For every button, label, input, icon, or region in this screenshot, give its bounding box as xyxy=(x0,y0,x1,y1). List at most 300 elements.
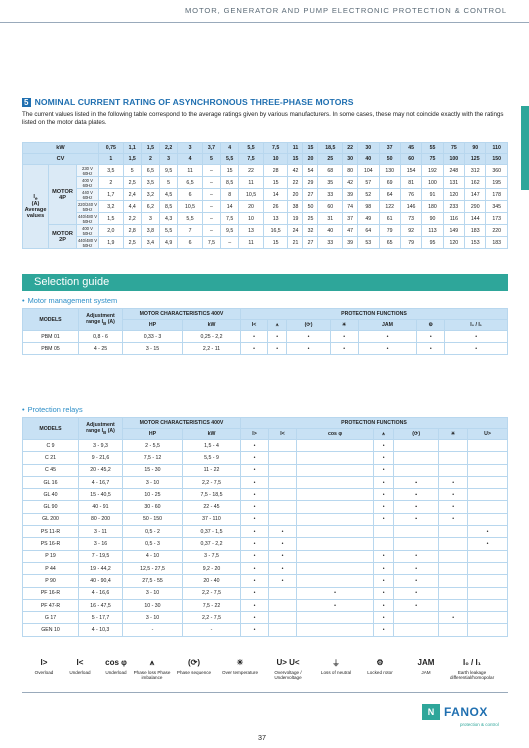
adjustment-range: range I xyxy=(86,318,104,325)
current-value: 33 xyxy=(318,189,343,201)
protection-mark xyxy=(468,501,508,513)
protection-mark xyxy=(269,501,297,513)
cv-value: 30 xyxy=(343,154,358,165)
protection-mark: • xyxy=(394,587,439,599)
table-row xyxy=(23,624,508,636)
protection-relays-table xyxy=(22,417,508,637)
current-value: 31 xyxy=(318,213,343,225)
motor-4p-label xyxy=(49,165,77,225)
kw-value: 3 xyxy=(178,143,203,154)
section-number: 5 xyxy=(24,98,29,107)
protection-mark xyxy=(468,550,508,562)
current-value: 149 xyxy=(443,225,464,237)
unit-label: (A) xyxy=(31,201,40,208)
protection-mark: • xyxy=(374,489,394,501)
protection-mark xyxy=(439,538,468,550)
cv-value: 3 xyxy=(160,154,178,165)
current-value: 6,5 xyxy=(178,177,203,189)
adjustment-sub: B xyxy=(103,321,107,327)
protection-mark xyxy=(468,587,508,599)
hp-header: HP xyxy=(123,429,183,440)
protection-mark: • xyxy=(374,464,394,476)
cv-value: 1,5 xyxy=(123,154,141,165)
range-cell: 4 - 25 xyxy=(79,343,123,355)
protection-mark: • xyxy=(241,464,269,476)
logo-word: FANOX xyxy=(444,705,488,719)
current-value: 69 xyxy=(379,177,400,189)
cv-value: 60 xyxy=(400,154,421,165)
protection-mark: • xyxy=(468,526,508,538)
table-row xyxy=(23,440,508,452)
protection-icon: ☀ xyxy=(439,429,468,440)
model-cell: P 19 xyxy=(23,550,79,562)
range-cell: 3 - 16 xyxy=(79,538,123,550)
protection-mark xyxy=(297,562,374,574)
legend xyxy=(22,658,512,690)
current-value: 154 xyxy=(400,165,421,177)
rating-row xyxy=(23,189,508,201)
model-cell: PF 47-R xyxy=(23,599,79,611)
protection-icon: U> xyxy=(468,429,508,440)
protection-mark: • xyxy=(417,343,445,355)
protection-icon: ⩚ xyxy=(374,429,394,440)
legend-symbol-icon: I₀ / I₁ xyxy=(462,658,482,667)
current-value: 57 xyxy=(358,177,379,189)
bullet-icon: • xyxy=(22,296,25,305)
kw-value: 30 xyxy=(358,143,379,154)
adjustment-sub: B xyxy=(103,430,107,436)
motor-management-table xyxy=(22,308,508,355)
legend-symbol-icon: I< xyxy=(76,658,84,667)
current-value: 50 xyxy=(303,201,318,213)
hp-cell: 0,33 - 3 xyxy=(123,331,183,343)
kw-value: 75 xyxy=(443,143,464,154)
protection-mark: • xyxy=(241,440,269,452)
model-cell: GL 16 xyxy=(23,476,79,488)
rating-row xyxy=(23,177,508,189)
model-cell: P 44 xyxy=(23,562,79,574)
protection-mark: ▪ xyxy=(394,501,439,513)
current-value: 52 xyxy=(358,189,379,201)
protection-icon: (⟳) xyxy=(394,429,439,440)
current-value: 10,5 xyxy=(239,189,264,201)
protection-mark: • xyxy=(241,343,268,355)
protection-mark: • xyxy=(287,331,330,343)
motor-4p-label-2: 4P xyxy=(59,194,66,201)
current-value: 195 xyxy=(486,177,508,189)
range-cell: 40 - 90,4 xyxy=(79,575,123,587)
current-value: 19 xyxy=(288,213,303,225)
range-cell: 3 - 9,3 xyxy=(79,440,123,452)
adjustment-line-1: Adjustment xyxy=(86,312,115,319)
models-header: MODELS xyxy=(23,309,79,331)
legend-symbol-icon: cos φ xyxy=(105,658,127,667)
cv-value: 20 xyxy=(303,154,318,165)
current-value: 130 xyxy=(379,165,400,177)
voltage: 440/480 V xyxy=(77,213,98,219)
current-value: 2,8 xyxy=(123,225,141,237)
range-cell: 19 - 44,2 xyxy=(79,562,123,574)
adjustment-range: range I xyxy=(86,427,104,434)
current-value: 192 xyxy=(422,165,443,177)
table-row xyxy=(23,331,508,343)
kw-cell: - xyxy=(183,624,241,636)
model-cell: C 45 xyxy=(23,464,79,476)
range-cell: 80 - 200 xyxy=(79,513,123,525)
current-value: 5,5 xyxy=(160,225,178,237)
voltage: 400 V xyxy=(82,225,93,231)
rating-row xyxy=(23,165,508,177)
protection-mark xyxy=(297,452,374,464)
current-value: 64 xyxy=(379,189,400,201)
logo-tagline: protection & control xyxy=(460,722,499,727)
current-value: 120 xyxy=(443,237,464,249)
current-value: 74 xyxy=(343,201,358,213)
rating-table xyxy=(22,142,508,249)
motor-2p-label xyxy=(49,225,77,249)
legend-label: Phase loss Phase imbalance xyxy=(133,670,171,680)
current-value: 54 xyxy=(303,165,318,177)
protection-mark xyxy=(269,452,297,464)
protection-mark: • xyxy=(268,343,287,355)
cv-value: 5,5 xyxy=(221,154,239,165)
protection-mark: • xyxy=(241,513,269,525)
kw-value: 2,2 xyxy=(160,143,178,154)
range-cell: 7 - 19,5 xyxy=(79,550,123,562)
hp-cell: 3 - 10 xyxy=(123,587,183,599)
current-value: 13 xyxy=(239,225,264,237)
frequency: 50Hz xyxy=(82,218,93,224)
range-cell: 3 - 11 xyxy=(79,526,123,538)
current-value: 2,2 xyxy=(123,213,141,225)
legend-label: Overvoltage / Undervoltage xyxy=(274,670,302,680)
selection-guide-title: Selection guide xyxy=(34,276,110,288)
current-value: 9,5 xyxy=(160,165,178,177)
current-value: – xyxy=(202,201,220,213)
hp-cell: 12,5 - 27,5 xyxy=(123,562,183,574)
kw-value: 18,5 xyxy=(318,143,343,154)
protection-mark xyxy=(394,464,439,476)
protection-mark xyxy=(297,440,374,452)
current-value: 248 xyxy=(443,165,464,177)
protection-mark: • xyxy=(241,575,269,587)
table-row xyxy=(23,513,508,525)
current-value: 104 xyxy=(358,165,379,177)
protection-mark: • xyxy=(241,452,269,464)
protection-mark: • xyxy=(439,513,468,525)
voltage-label xyxy=(77,165,99,177)
kw-value: 1,5 xyxy=(141,143,159,154)
table-row xyxy=(23,476,508,488)
kw-value: 22 xyxy=(343,143,358,154)
current-value: 16,5 xyxy=(263,225,288,237)
hp-cell: - xyxy=(123,624,183,636)
protection-mark: • xyxy=(374,599,394,611)
frequency: 50Hz xyxy=(82,242,93,248)
hp-cell: 4 - 10 xyxy=(123,550,183,562)
current-value: 6,2 xyxy=(141,201,159,213)
current-value: 3,4 xyxy=(141,237,159,249)
legend-label: Earth leakage differential/homopolar xyxy=(450,670,495,680)
current-value: – xyxy=(221,237,239,249)
current-value: 28 xyxy=(263,165,288,177)
range-cell: 4 - 16,6 xyxy=(79,587,123,599)
cv-value: 150 xyxy=(486,154,508,165)
kw-cell: 22 - 45 xyxy=(183,501,241,513)
current-value: 173 xyxy=(486,213,508,225)
cv-row xyxy=(23,154,508,165)
current-value: 2,5 xyxy=(123,237,141,249)
current-value: 10,5 xyxy=(178,201,203,213)
protection-mark xyxy=(394,440,439,452)
legend-symbol-icon: ⏚ xyxy=(332,659,340,668)
footer-rule xyxy=(22,692,508,693)
frequency: 50Hz xyxy=(82,230,93,236)
protection-mark: • xyxy=(241,526,269,538)
voltage-label xyxy=(77,237,99,249)
kw-value: 7,5 xyxy=(263,143,288,154)
voltage: 230 V xyxy=(82,165,93,171)
protection-functions-header: PROTECTION FUNCTIONS xyxy=(241,309,508,320)
protection-icon: I< xyxy=(241,320,268,331)
current-value: 37 xyxy=(343,213,358,225)
protection-mark xyxy=(468,513,508,525)
motor-characteristics-header: MOTOR CHARACTERISTICS 400V xyxy=(123,418,241,429)
cv-value: 4 xyxy=(178,154,203,165)
current-value: 233 xyxy=(443,201,464,213)
protection-mark xyxy=(374,538,394,550)
kw-value: 5,5 xyxy=(239,143,264,154)
current-value: 3 xyxy=(141,213,159,225)
current-value: 4,4 xyxy=(123,201,141,213)
protection-mark xyxy=(439,440,468,452)
model-cell: GL 90 xyxy=(23,501,79,513)
current-value: 15 xyxy=(263,237,288,249)
current-value: 64 xyxy=(358,225,379,237)
kw-value: 11 xyxy=(288,143,303,154)
kw-value: 4 xyxy=(221,143,239,154)
model-cell: PS 16-R xyxy=(23,538,79,550)
protection-mark: • xyxy=(394,599,439,611)
current-value: 2,4 xyxy=(123,189,141,201)
current-value: 345 xyxy=(486,201,508,213)
protection-mark: • xyxy=(417,331,445,343)
table-row xyxy=(23,562,508,574)
voltage-label xyxy=(77,189,99,201)
current-value: 7,5 xyxy=(202,237,220,249)
model-cell: GL 40 xyxy=(23,489,79,501)
current-value: 22 xyxy=(239,165,264,177)
current-value: 5 xyxy=(160,177,178,189)
kw-cell: 9,2 - 20 xyxy=(183,562,241,574)
current-value: 3,5 xyxy=(99,165,124,177)
range-cell: 4 - 16,7 xyxy=(79,476,123,488)
protection-mark xyxy=(468,476,508,488)
protection-mark xyxy=(269,612,297,624)
protection-mark: • xyxy=(439,612,468,624)
current-value: 1,5 xyxy=(99,213,124,225)
protection-mark xyxy=(269,440,297,452)
protection-mark xyxy=(394,526,439,538)
protection-mark: • xyxy=(241,538,269,550)
current-value: 32 xyxy=(303,225,318,237)
adjustment-line-2 xyxy=(79,428,122,435)
current-value: 33 xyxy=(318,237,343,249)
model-cell: PF 16-R xyxy=(23,587,79,599)
adjustment-unit: (A) xyxy=(106,427,115,434)
current-value: 40 xyxy=(318,225,343,237)
adjustment-line-1: Adjustment xyxy=(86,421,115,428)
kw-cell: 20 - 40 xyxy=(183,575,241,587)
protection-mark: • xyxy=(374,562,394,574)
current-value: 178 xyxy=(486,189,508,201)
hp-cell: 7,5 - 12 xyxy=(123,452,183,464)
legend-symbol-icon: I> xyxy=(40,658,48,667)
model-cell: GEN 10 xyxy=(23,624,79,636)
protection-mark: • xyxy=(241,501,269,513)
cv-value: 75 xyxy=(422,154,443,165)
page-number: 37 xyxy=(258,733,266,742)
current-value: 29 xyxy=(303,177,318,189)
model-cell: PS 11-R xyxy=(23,526,79,538)
rating-row xyxy=(23,225,508,237)
current-value: 4,9 xyxy=(160,237,178,249)
protection-mark: • xyxy=(374,612,394,624)
kw-cell: 2,2 - 11 xyxy=(183,343,241,355)
current-value: 220 xyxy=(486,225,508,237)
current-value: 60 xyxy=(318,201,343,213)
rating-row xyxy=(23,201,508,213)
protection-mark xyxy=(297,575,374,587)
range-cell: 9 - 21,6 xyxy=(79,452,123,464)
current-value: 14 xyxy=(221,201,239,213)
protection-mark: • xyxy=(374,513,394,525)
adjustment-unit: (A) xyxy=(106,318,115,325)
cv-value: 100 xyxy=(443,154,464,165)
kw-cell: 5,5 - 9 xyxy=(183,452,241,464)
current-value: 39 xyxy=(343,189,358,201)
current-value: 49 xyxy=(358,213,379,225)
kw-value: 15 xyxy=(303,143,318,154)
current-value: 290 xyxy=(465,201,486,213)
current-value: 10 xyxy=(239,213,264,225)
current-value: 6 xyxy=(178,189,203,201)
protection-mark xyxy=(297,550,374,562)
model-cell: G 17 xyxy=(23,612,79,624)
protection-mark: • xyxy=(241,599,269,611)
protection-mark: • xyxy=(394,550,439,562)
ie-label: I xyxy=(33,193,35,200)
protection-mark: • xyxy=(358,343,417,355)
hp-cell: 30 - 60 xyxy=(123,501,183,513)
current-value: 21 xyxy=(288,237,303,249)
current-value: 6 xyxy=(178,237,203,249)
current-value: 42 xyxy=(288,165,303,177)
protection-mark xyxy=(297,476,374,488)
protection-mark: • xyxy=(445,343,508,355)
current-value: 98 xyxy=(358,201,379,213)
kw-cell: 0,37 - 1,5 xyxy=(183,526,241,538)
table-header-row xyxy=(23,418,508,429)
protection-mark: • xyxy=(241,562,269,574)
legend-label: Phase sequence xyxy=(176,670,212,675)
model-cell: P 90 xyxy=(23,575,79,587)
protection-mark: • xyxy=(287,343,330,355)
kw-value: 110 xyxy=(486,143,508,154)
current-value: 76 xyxy=(400,189,421,201)
current-value: 4,5 xyxy=(160,189,178,201)
table-row xyxy=(23,489,508,501)
cv-value: 10 xyxy=(263,154,288,165)
current-value: 65 xyxy=(379,237,400,249)
kw-value: 3,7 xyxy=(202,143,220,154)
current-value: 2,5 xyxy=(123,177,141,189)
cv-label: CV xyxy=(23,154,99,165)
current-value: – xyxy=(202,177,220,189)
kw-value: 55 xyxy=(422,143,443,154)
current-value: 120 xyxy=(443,189,464,201)
current-value: 92 xyxy=(400,225,421,237)
protection-mark: • xyxy=(241,476,269,488)
table-header-row xyxy=(23,309,508,320)
protection-mark xyxy=(439,599,468,611)
protection-mark xyxy=(468,575,508,587)
table-row xyxy=(23,343,508,355)
legend-label: Loss of neutral xyxy=(320,670,352,675)
current-value: 14 xyxy=(263,189,288,201)
motor-2p-label-1: MOTOR xyxy=(52,230,73,237)
motor-management-heading xyxy=(22,296,117,305)
protection-mark xyxy=(439,452,468,464)
hp-cell: 3 - 10 xyxy=(123,612,183,624)
protection-mark xyxy=(468,562,508,574)
current-value: 73 xyxy=(400,213,421,225)
current-value: 147 xyxy=(465,189,486,201)
kw-header: kW xyxy=(183,429,241,440)
range-cell: 5 - 17,7 xyxy=(79,612,123,624)
legend-label: Underload xyxy=(69,670,91,675)
rating-row xyxy=(23,237,508,249)
kw-cell: 2,2 - 7,5 xyxy=(183,476,241,488)
protection-mark xyxy=(439,575,468,587)
kw-cell: 3 - 7,5 xyxy=(183,550,241,562)
kw-cell: 7,5 - 18,5 xyxy=(183,489,241,501)
table-row xyxy=(23,550,508,562)
current-value: 22 xyxy=(288,177,303,189)
hp-cell: 15 - 30 xyxy=(123,464,183,476)
hp-cell: 10 - 25 xyxy=(123,489,183,501)
cv-value: 1 xyxy=(99,154,124,165)
kw-value: 37 xyxy=(379,143,400,154)
protection-mark xyxy=(394,612,439,624)
protection-mark: • xyxy=(374,624,394,636)
current-value: 90 xyxy=(422,213,443,225)
current-value: 11 xyxy=(239,237,264,249)
protection-functions-header: PROTECTION FUNCTIONS xyxy=(241,418,508,429)
protection-mark: ▪ xyxy=(394,513,439,525)
protection-mark xyxy=(468,599,508,611)
protection-mark: • xyxy=(241,550,269,562)
current-value: 47 xyxy=(343,225,358,237)
protection-mark: • xyxy=(374,550,394,562)
protection-mark: • xyxy=(330,331,358,343)
protection-mark: • xyxy=(269,562,297,574)
table-row xyxy=(23,575,508,587)
model-cell: PBM 05 xyxy=(23,343,79,355)
legend-label: Overload xyxy=(34,670,54,675)
current-value: 183 xyxy=(486,237,508,249)
protection-mark: ▪ xyxy=(394,476,439,488)
